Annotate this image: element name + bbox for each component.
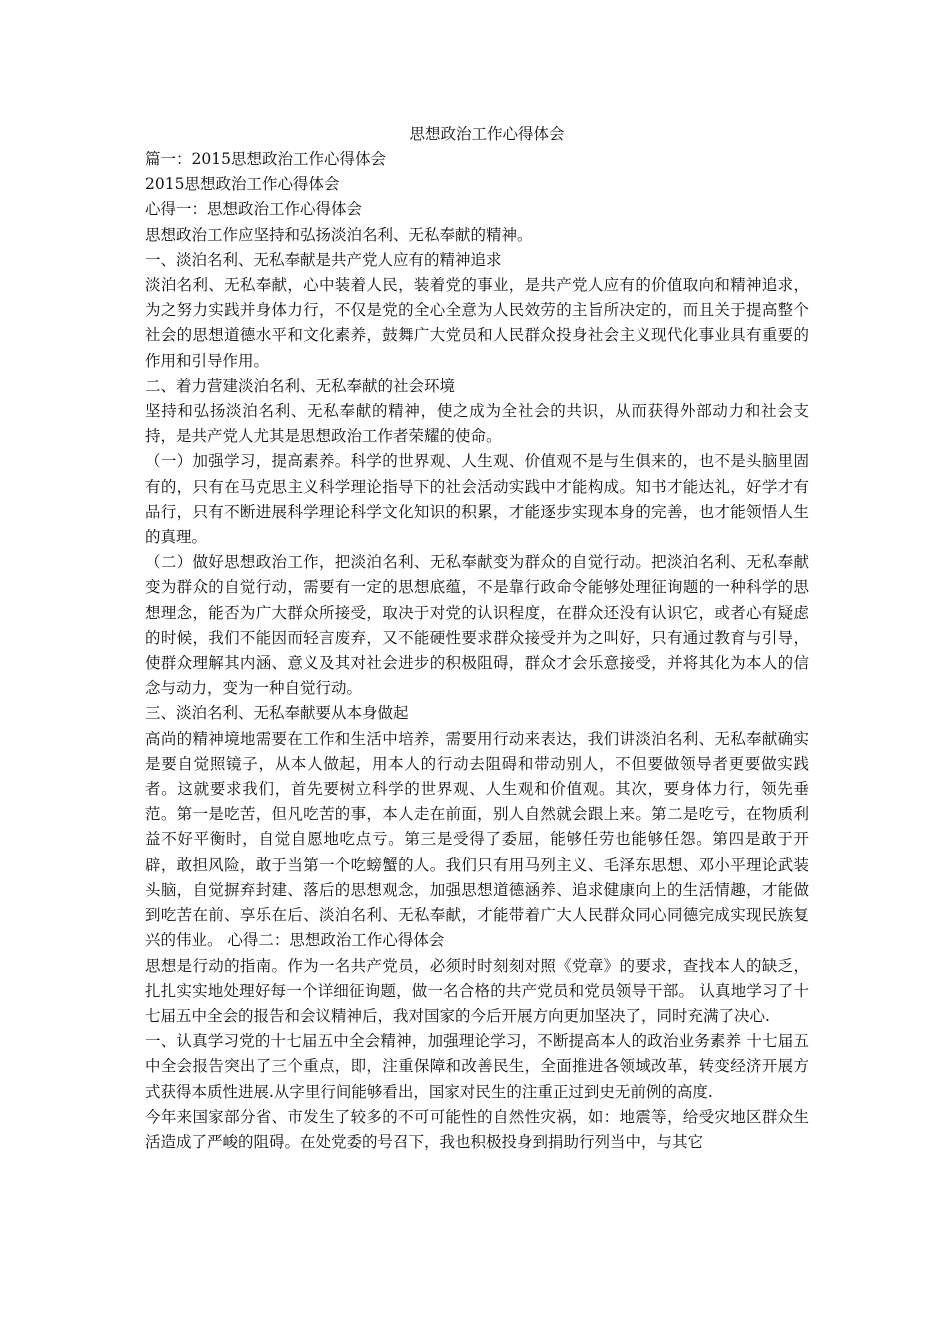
paragraph: （二）做好思想政治工作，把淡泊名利、无私奉献变为群众的自觉行动。把淡泊名利、无私奉献变为群众的自觉行动，需要有一定的思想底蕴，不是靠行政命令能够处理征询题的一种科学的思想理念，能否为广大群众所接受，取决于对党的认识程度，在群众还没有认识它，或者心有疑虑的时候，我们不能因而轻言废弃，又不能硬性要求群众接受并为之叫好，只有通过教育与引导，使群众理解其内涵、意义及其对社会进步的积极阻碍，群众才会乐意接受，并将其化为本人的信念与动力，变为一种自觉行动。	[145, 553, 809, 698]
section-heading: 二、着力营建淡泊名利、无私奉献的社会环境	[145, 376, 456, 395]
section-heading: 一、淡泊名利、无私奉献是共产党人应有的精神追求	[145, 250, 502, 269]
paragraph: （一）加强学习，提高素养。科学的世界观、人生观、价值观不是与生俱来的，也不是头脑里固有的，只有在马克思主义科学理论指导下的社会活动实践中才能构成。知书才能达礼，好学才有品行，只有不断进展科学理论科学文化知识的积累，才能逐步实现本身的完善，也才能领悟人生的真理。	[145, 452, 809, 547]
paragraph: 坚持和弘扬淡泊名利、无私奉献的精神，使之成为全社会的共识，从而获得外部动力和社会支持，是共产党人尤其是思想政治工作者荣耀的使命。	[145, 402, 809, 446]
document-title: 思想政治工作心得体会	[409, 125, 565, 143]
document-page	[145, 122, 809, 1155]
section-heading: 三、淡泊名利、无私奉献要从本身做起	[145, 704, 409, 723]
paragraph: 高尚的精神境地需要在工作和生活中培养，需要用行动来表达，我们讲淡泊名利、无私奉献确实是要自觉照镜子，从本人做起，用本人的行动去阻碍和带动别人，不但要做领导者更要做实践者。这就要求我们，首先要树立科学的世界观、人生观和价值观。其次，要身体力行，领先垂范。第一是吃苦，但凡吃苦的事，本人走在前面，别人自然就会跟上来。第二是吃亏，在物质利益不好平衡时，自觉自愿地吃点亏。第三是受得了委屈，能够任劳也能够任怨。第四是敢于开辟，敢担风险，敢于当第一个吃螃蟹的人。我们只有用马列主义、毛泽东思想、邓小平理论武装头脑，自觉摒弃封建、落后的思想观念，加强思想道德涵养、追求健康向上的生活情趣，才能做到吃苦在前、享乐在后、淡泊名利、无私奉献，才能带着广大人民群众同心同德完成实现民族复兴的伟业。 心得二：思想政治工作心得体会	[145, 729, 809, 950]
paragraph: 淡泊名利、无私奉献，心中装着人民，装着党的事业，是共产党人应有的价值取向和精神追求，为之努力实践并身体力行，不仅是党的全心全意为人民效劳的主旨所决定的，而且关于提高整个社会的思想道德水平和文化素养，鼓舞广大党员和人民群众投身社会主义现代化事业具有重要的作用和引导作用。	[145, 276, 809, 370]
paragraph: 2015思想政治工作心得体会	[145, 175, 340, 194]
paragraph: 篇一：2015思想政治工作心得体会	[145, 150, 386, 168]
paragraph: 一、认真学习党的十七届五中全会精神，加强理论学习，不断提高本人的政治业务素养 十七届五中全会报告突出了三个重点，即，注重保障和改善民生，全面推进各领域改革，转变经济开展方式获得本质性进展.从字里行间能够看出，国家对民生的注重正过到史无前例的高度.	[145, 1032, 809, 1101]
paragraph: 心得一：思想政治工作心得体会	[145, 200, 363, 219]
paragraph: 思想是行动的指南。作为一名共产党员，必须时时刻刻对照《党章》的要求，查找本人的缺乏，扎扎实实地处理好每一个详细征询题，做一名合格的共产党员和党员领导干部。 认真地学习了十七届五中全会的报告和会议精神后，我对国家的今后开展方向更加坚决了，同时充满了决心.	[145, 956, 809, 1025]
paragraph: 今年来国家部分省、市发生了较多的不可可能性的自然性灾祸，如：地震等，给受灾地区群众生活造成了严峻的阻碍。在处党委的号召下，我也积极投身到捐助行列当中，与其它	[145, 1107, 809, 1151]
paragraph: 思想政治工作应坚持和弘扬淡泊名利、无私奉献的精神。	[145, 225, 533, 244]
